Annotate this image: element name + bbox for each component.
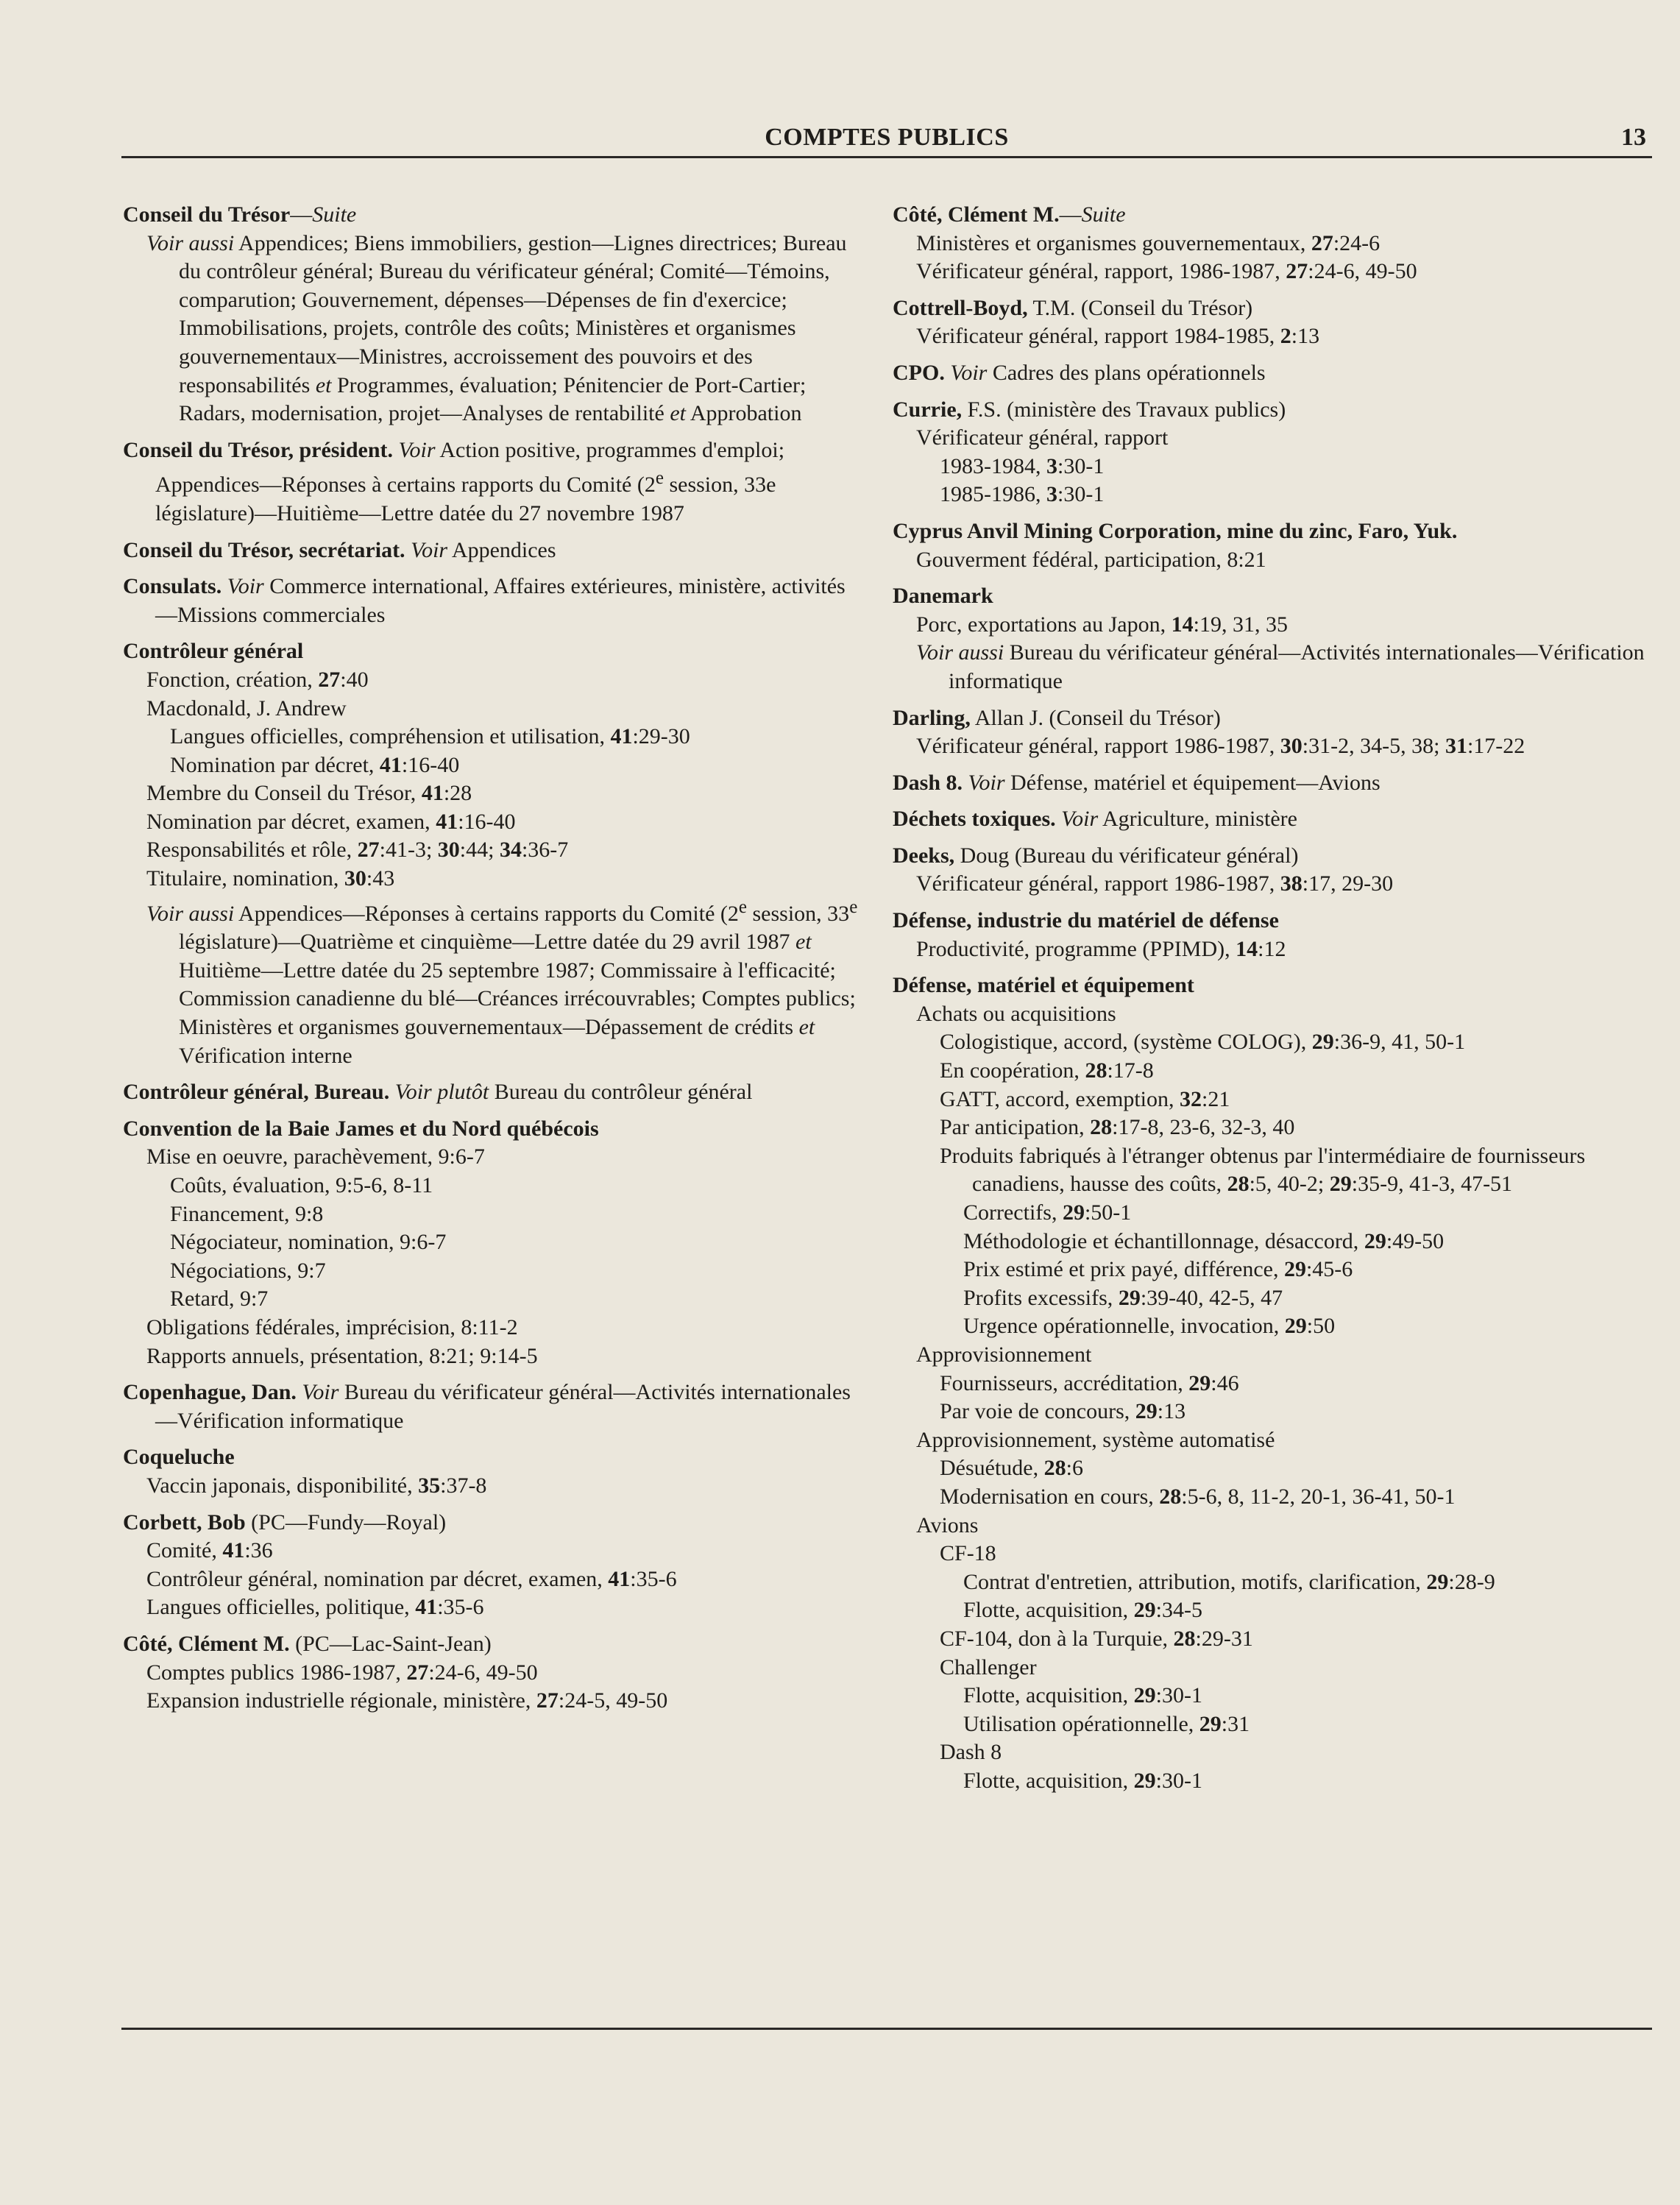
index-entry: [123, 1509, 859, 1622]
index-entry: [893, 704, 1651, 761]
index-subentry: Retard, 9:7: [170, 1286, 269, 1312]
index-heading: Danemark: [893, 584, 993, 609]
index-entry: [123, 201, 859, 428]
index-heading: Déchets toxiques. Voir Agriculture, ministère: [893, 807, 1297, 832]
index-entry: [123, 1378, 859, 1435]
index-column-right: [893, 201, 1651, 1803]
index-entry: [123, 436, 859, 528]
index-heading: Dash 8. Voir Défense, matériel et équipement—Avions: [893, 770, 1380, 795]
index-subentry: Méthodologie et échantillonnage, désaccord, 29:49-50: [963, 1228, 1445, 1253]
index-entry: [123, 1115, 859, 1370]
index-subentry: Fonction, création, 27:40: [146, 667, 369, 692]
index-entry: [123, 637, 859, 1070]
index-subentry: Avions: [916, 1512, 979, 1537]
index-subentry: Voir aussi Appendices—Réponses à certains rapports du Comité (2e session, 33e législature)—Quatrième et cinquième—Lettre datée du 29 avril 1987 et Huitième—Lettre datée du 25 septembre 1987; Commissaire à l'efficacité; Commission canadienne du blé—Créances irrécouvrables; Comptes publics; Ministères et organismes gouvernementaux—Dépassement de crédits et Vérification interne: [146, 896, 858, 1068]
index-subentry: Ministères et organismes gouvernementaux, 27:24-6: [916, 230, 1380, 255]
index-subentry: Comptes publics 1986-1987, 27:24-6, 49-50: [146, 1660, 538, 1685]
index-subentry: Obligations fédérales, imprécision, 8:11-2: [146, 1314, 518, 1339]
index-subentry: Modernisation en cours, 28:5-6, 8, 11-2, 20-1, 36-41, 50-1: [940, 1484, 1456, 1509]
index-subentry: En coopération, 28:17-8: [940, 1058, 1154, 1083]
index-heading: CPO. Voir Cadres des plans opérationnels: [893, 360, 1266, 385]
index-subentry: Par voie de concours, 29:13: [940, 1399, 1186, 1424]
index-subentry: 1983-1984, 3:30-1: [940, 453, 1105, 478]
index-subentry: Achats ou acquisitions: [916, 1001, 1116, 1026]
index-subentry: Approvisionnement: [916, 1342, 1092, 1367]
index-subentry: Responsabilités et rôle, 27:41-3; 30:44; 34:36-7: [146, 838, 569, 863]
index-subentry: Par anticipation, 28:17-8, 23-6, 32-3, 40: [940, 1115, 1295, 1140]
index-subentry: Vérificateur général, rapport 1984-1985, 2:13: [916, 324, 1320, 349]
index-subentry: Dash 8: [940, 1740, 1002, 1765]
index-subentry: Comité, 41:36: [146, 1538, 273, 1563]
index-subentry: Langues officielles, politique, 41:35-6: [146, 1595, 484, 1620]
index-entry: [893, 769, 1651, 798]
page-number: 13: [1621, 124, 1646, 151]
index-subentry: Urgence opérationnelle, invocation, 29:50: [963, 1314, 1336, 1339]
index-heading: Conseil du Trésor, secrétariat. Voir Appendices: [123, 537, 556, 562]
index-heading: Cyprus Anvil Mining Corporation, mine du zinc, Faro, Yuk.: [893, 518, 1458, 543]
index-subentry: 1985-1986, 3:30-1: [940, 482, 1105, 507]
index-subentry: Porc, exportations au Japon, 14:19, 31, 35: [916, 612, 1288, 637]
index-subentry: Rapports annuels, présentation, 8:21; 9:14-5: [146, 1343, 538, 1368]
index-subentry: Voir aussi Appendices; Biens immobiliers, gestion—Lignes directrices; Bureau du contrôleur général; Bureau du vérificateur général; Comité—Témoins, comparution; Gouvernement, dépenses—Dépenses de fin d'exercice; Immobilisations, projets, contrôle des coûts; Ministères et organismes gouvernementaux—Ministres, accroissement des pouvoirs et des responsabilités et Programmes, évaluation; Pénitencier de Port-Cartier; Radars, modernisation, projet—Analyses de rentabilité et Approbation: [146, 230, 847, 426]
index-subentry: Expansion industrielle régionale, ministère, 27:24-5, 49-50: [146, 1688, 668, 1713]
index-entry: [893, 294, 1651, 351]
index-subentry: Fournisseurs, accréditation, 29:46: [940, 1370, 1239, 1395]
index-subentry: Vérificateur général, rapport 1986-1987, 38:17, 29-30: [916, 871, 1394, 896]
index-heading: Défense, industrie du matériel de défense: [893, 908, 1279, 933]
index-subentry: Nomination par décret, 41:16-40: [170, 752, 460, 777]
index-heading: Consulats. Voir Commerce international, Affaires extérieures, ministère, activités—Missions commerciales: [123, 574, 846, 627]
index-subentry: Nomination par décret, examen, 41:16-40: [146, 809, 516, 834]
index-subentry: Cologistique, accord, (système COLOG), 29:36-9, 41, 50-1: [940, 1030, 1466, 1055]
index-heading: Conseil du Trésor, président. Voir Action positive, programmes d'emploi; Appendices—Réponses à certains rapports du Comité (2e session, 33e législature)—Huitième—Lettre datée du 27 novembre 1987: [123, 437, 785, 525]
index-entry: [893, 396, 1651, 509]
index-subentry: Approvisionnement, système automatisé: [916, 1427, 1275, 1452]
index-subentry: Membre du Conseil du Trésor, 41:28: [146, 781, 472, 806]
index-entry: [893, 842, 1651, 899]
index-subentry: GATT, accord, exemption, 32:21: [940, 1086, 1230, 1111]
index-subentry: Coûts, évaluation, 9:5-6, 8-11: [170, 1173, 433, 1197]
index-subentry: Macdonald, J. Andrew: [146, 696, 347, 721]
index-heading: Coqueluche: [123, 1445, 235, 1470]
index-entry: [893, 582, 1651, 696]
index-subentry: Contrat d'entretien, attribution, motifs, clarification, 29:28-9: [963, 1569, 1495, 1594]
index-subentry: Utilisation opérationnelle, 29:31: [963, 1711, 1250, 1736]
index-subentry: Titulaire, nomination, 30:43: [146, 866, 395, 891]
index-subentry: Voir aussi Bureau du vérificateur général—Activités internationales—Vérification informatique: [916, 640, 1645, 693]
index-subentry: Vérificateur général, rapport, 1986-1987, 27:24-6, 49-50: [916, 259, 1417, 284]
running-header: [121, 124, 1652, 158]
index-entry: [893, 907, 1651, 963]
index-subentry: Désuétude, 28:6: [940, 1456, 1083, 1481]
footer-rule: [121, 2028, 1652, 2030]
index-subentry: Flotte, acquisition, 29:34-5: [963, 1598, 1202, 1623]
index-subentry: Vaccin japonais, disponibilité, 35:37-8: [146, 1473, 487, 1498]
index-subentry: Flotte, acquisition, 29:30-1: [963, 1768, 1202, 1793]
index-heading: Corbett, Bob (PC—Fundy—Royal): [123, 1509, 447, 1535]
index-heading: Cottrell-Boyd, T.M. (Conseil du Trésor): [893, 295, 1253, 320]
index-subentry: Financement, 9:8: [170, 1201, 324, 1226]
index-entry: [123, 1078, 859, 1107]
index-entry: [893, 517, 1651, 574]
index-entry: [123, 1630, 859, 1716]
index-subentry: Langues officielles, compréhension et utilisation, 41:29-30: [170, 724, 690, 749]
index-heading: Deeks, Doug (Bureau du vérificateur général): [893, 843, 1299, 868]
index-subentry: Challenger: [940, 1654, 1037, 1680]
index-entry: [123, 537, 859, 565]
index-column-left: [123, 201, 859, 1724]
index-subentry: Contrôleur général, nomination par décret, examen, 41:35-6: [146, 1566, 677, 1591]
index-entry: [893, 971, 1651, 1795]
index-entry: [123, 1443, 859, 1500]
index-subentry: Produits fabriqués à l'étranger obtenus par l'intermédiaire de fournisseurs canadiens, hausse des coûts, 28:5, 40-2; 29:35-9, 41-3, 47-51: [940, 1143, 1586, 1197]
index-subentry: Flotte, acquisition, 29:30-1: [963, 1683, 1202, 1708]
index-heading: Contrôleur général: [123, 639, 304, 664]
index-heading: Côté, Clément M.—Suite: [893, 202, 1126, 227]
index-heading: Contrôleur général, Bureau. Voir plutôt Bureau du contrôleur général: [123, 1080, 753, 1105]
running-title: COMPTES PUBLICS: [765, 124, 1009, 151]
index-heading: Conseil du Trésor—Suite: [123, 202, 357, 227]
index-subentry: Productivité, programme (PPIMD), 14:12: [916, 936, 1286, 961]
index-subentry: Correctifs, 29:50-1: [963, 1200, 1132, 1225]
index-subentry: Gouverment fédéral, participation, 8:21: [916, 547, 1266, 572]
index-subentry: Profits excessifs, 29:39-40, 42-5, 47: [963, 1285, 1283, 1310]
index-heading: Défense, matériel et équipement: [893, 973, 1194, 998]
index-subentry: Vérificateur général, rapport 1986-1987, 30:31-2, 34-5, 38; 31:17-22: [916, 734, 1525, 759]
index-heading: Copenhague, Dan. Voir Bureau du vérificateur général—Activités internationales—Vérification informatique: [123, 1380, 851, 1433]
index-subentry: Prix estimé et prix payé, différence, 29:45-6: [963, 1257, 1353, 1282]
index-heading: Convention de la Baie James et du Nord québécois: [123, 1116, 599, 1141]
index-heading: Currie, F.S. (ministère des Travaux publics): [893, 397, 1286, 422]
index-subentry: Négociateur, nomination, 9:6-7: [170, 1230, 447, 1255]
index-entry: [893, 805, 1651, 834]
index-heading: Côté, Clément M. (PC—Lac-Saint-Jean): [123, 1631, 492, 1656]
index-heading: Darling, Allan J. (Conseil du Trésor): [893, 705, 1221, 730]
index-subentry: CF-104, don à la Turquie, 28:29-31: [940, 1626, 1253, 1651]
index-entry: [893, 359, 1651, 388]
index-subentry: CF-18: [940, 1541, 996, 1566]
index-entry: [893, 201, 1651, 286]
index-subentry: Vérificateur général, rapport: [916, 425, 1169, 450]
index-entry: [123, 573, 859, 629]
index-subentry: Négociations, 9:7: [170, 1258, 326, 1283]
index-subentry: Mise en oeuvre, parachèvement, 9:6-7: [146, 1144, 485, 1169]
